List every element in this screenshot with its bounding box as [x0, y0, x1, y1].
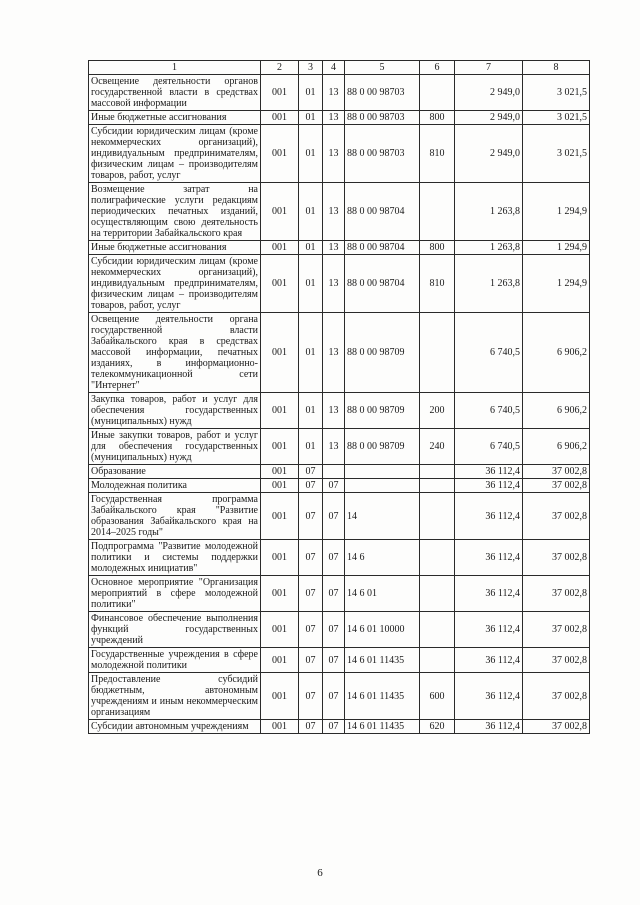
column-header: 7 [455, 61, 523, 75]
amount-year2-cell: 1 294,9 [523, 183, 590, 241]
section-code-cell: 01 [299, 125, 323, 183]
table-row [89, 241, 590, 255]
target-article-cell: 88 0 00 98704 [345, 255, 420, 313]
target-article-cell: 14 6 01 10000 [345, 612, 420, 648]
section-code-cell: 01 [299, 255, 323, 313]
ministry-code-cell: 001 [261, 493, 299, 540]
table-row [89, 648, 590, 673]
item-name-cell: Субсидии юридическим лицам (кроме некоммерческих организаций), индивидуальным предпринимателям, физическим лицам – производителям товаров, работ, услуг [89, 255, 261, 313]
expense-type-cell [420, 75, 455, 111]
amount-year1-cell: 1 263,8 [455, 241, 523, 255]
expense-type-cell: 800 [420, 241, 455, 255]
table-row [89, 429, 590, 465]
ministry-code-cell: 001 [261, 429, 299, 465]
expense-type-cell [420, 612, 455, 648]
item-name-cell: Иные бюджетные ассигнования [89, 111, 261, 125]
amount-year1-cell: 36 112,4 [455, 576, 523, 612]
target-article-cell: 88 0 00 98703 [345, 125, 420, 183]
target-article-cell: 88 0 00 98703 [345, 75, 420, 111]
table-row [89, 111, 590, 125]
item-name-cell: Освещение деятельности органа государственной власти Забайкальского края в средствах массовой информации, печатных изданиях, в информационно-телекоммуникационной сети "Интернет" [89, 313, 261, 393]
table-row [89, 720, 590, 734]
expense-type-cell: 200 [420, 393, 455, 429]
expense-type-cell [420, 648, 455, 673]
column-header: 3 [299, 61, 323, 75]
ministry-code-cell: 001 [261, 241, 299, 255]
amount-year2-cell: 3 021,5 [523, 75, 590, 111]
ministry-code-cell: 001 [261, 75, 299, 111]
column-header: 2 [261, 61, 299, 75]
subsection-code-cell: 13 [323, 313, 345, 393]
section-code-cell: 01 [299, 429, 323, 465]
ministry-code-cell: 001 [261, 576, 299, 612]
table-row [89, 540, 590, 576]
subsection-code-cell: 07 [323, 493, 345, 540]
table-row [89, 673, 590, 720]
column-header: 8 [523, 61, 590, 75]
subsection-code-cell: 13 [323, 75, 345, 111]
target-article-cell: 88 0 00 98703 [345, 111, 420, 125]
ministry-code-cell: 001 [261, 673, 299, 720]
amount-year1-cell: 36 112,4 [455, 648, 523, 673]
subsection-code-cell: 13 [323, 125, 345, 183]
item-name-cell: Субсидии юридическим лицам (кроме некоммерческих организаций), индивидуальным предпринимателям, физическим лицам – производителям товаров, работ, услуг [89, 125, 261, 183]
section-code-cell: 07 [299, 479, 323, 493]
amount-year1-cell: 2 949,0 [455, 111, 523, 125]
amount-year2-cell: 37 002,8 [523, 493, 590, 540]
subsection-code-cell: 07 [323, 612, 345, 648]
amount-year2-cell: 37 002,8 [523, 612, 590, 648]
expense-type-cell [420, 479, 455, 493]
ministry-code-cell: 001 [261, 111, 299, 125]
ministry-code-cell: 001 [261, 313, 299, 393]
amount-year1-cell: 6 740,5 [455, 313, 523, 393]
section-code-cell: 07 [299, 673, 323, 720]
amount-year1-cell: 36 112,4 [455, 673, 523, 720]
item-name-cell: Государственные учреждения в сфере молодежной политики [89, 648, 261, 673]
ministry-code-cell: 001 [261, 720, 299, 734]
amount-year1-cell: 6 740,5 [455, 429, 523, 465]
ministry-code-cell: 001 [261, 612, 299, 648]
amount-year2-cell: 37 002,8 [523, 479, 590, 493]
section-code-cell: 01 [299, 183, 323, 241]
ministry-code-cell: 001 [261, 648, 299, 673]
section-code-cell: 07 [299, 465, 323, 479]
amount-year2-cell: 6 906,2 [523, 429, 590, 465]
target-article-cell: 14 6 01 11435 [345, 648, 420, 673]
expense-type-cell [420, 465, 455, 479]
amount-year1-cell: 1 263,8 [455, 183, 523, 241]
subsection-code-cell: 13 [323, 183, 345, 241]
amount-year1-cell: 2 949,0 [455, 75, 523, 111]
expense-type-cell: 800 [420, 111, 455, 125]
amount-year2-cell: 37 002,8 [523, 540, 590, 576]
target-article-cell [345, 465, 420, 479]
amount-year2-cell: 6 906,2 [523, 313, 590, 393]
column-header: 1 [89, 61, 261, 75]
table-row [89, 612, 590, 648]
column-header: 5 [345, 61, 420, 75]
amount-year1-cell: 36 112,4 [455, 720, 523, 734]
section-code-cell: 01 [299, 313, 323, 393]
ministry-code-cell: 001 [261, 465, 299, 479]
item-name-cell: Иные бюджетные ассигнования [89, 241, 261, 255]
target-article-cell: 88 0 00 98709 [345, 393, 420, 429]
subsection-code-cell: 13 [323, 111, 345, 125]
ministry-code-cell: 001 [261, 540, 299, 576]
ministry-code-cell: 001 [261, 183, 299, 241]
expense-type-cell [420, 576, 455, 612]
amount-year2-cell: 1 294,9 [523, 255, 590, 313]
item-name-cell: Образование [89, 465, 261, 479]
table-body [89, 75, 590, 734]
target-article-cell: 88 0 00 98704 [345, 183, 420, 241]
subsection-code-cell: 07 [323, 576, 345, 612]
item-name-cell: Предоставление субсидий бюджетным, автономным учреждениям и иным некоммерческим организациям [89, 673, 261, 720]
target-article-cell: 14 6 01 11435 [345, 720, 420, 734]
subsection-code-cell: 13 [323, 255, 345, 313]
expense-type-cell [420, 540, 455, 576]
table-row [89, 183, 590, 241]
target-article-cell: 14 6 [345, 540, 420, 576]
amount-year2-cell: 6 906,2 [523, 393, 590, 429]
table-row [89, 75, 590, 111]
amount-year2-cell: 37 002,8 [523, 673, 590, 720]
expense-type-cell: 810 [420, 125, 455, 183]
item-name-cell: Государственная программа Забайкальского края "Развитие образования Забайкальского края на 2014–2025 годы" [89, 493, 261, 540]
amount-year2-cell: 37 002,8 [523, 720, 590, 734]
item-name-cell: Подпрограмма "Развитие молодежной политики и системы поддержки молодежных инициатив" [89, 540, 261, 576]
section-code-cell: 07 [299, 612, 323, 648]
expense-type-cell: 600 [420, 673, 455, 720]
amount-year1-cell: 36 112,4 [455, 479, 523, 493]
table-row [89, 479, 590, 493]
subsection-code-cell: 07 [323, 673, 345, 720]
subsection-code-cell: 13 [323, 429, 345, 465]
amount-year1-cell: 36 112,4 [455, 612, 523, 648]
target-article-cell: 14 [345, 493, 420, 540]
page-number: 6 [317, 867, 323, 879]
budget-table [88, 60, 590, 734]
subsection-code-cell: 13 [323, 241, 345, 255]
table-row [89, 125, 590, 183]
table-row [89, 493, 590, 540]
section-code-cell: 01 [299, 111, 323, 125]
item-name-cell: Молодежная политика [89, 479, 261, 493]
expense-type-cell [420, 313, 455, 393]
column-header: 6 [420, 61, 455, 75]
target-article-cell [345, 479, 420, 493]
item-name-cell: Финансовое обеспечение выполнения функций государственных учреждений [89, 612, 261, 648]
amount-year1-cell: 36 112,4 [455, 540, 523, 576]
subsection-code-cell: 07 [323, 540, 345, 576]
table-row [89, 255, 590, 313]
table-row [89, 313, 590, 393]
expense-type-cell [420, 493, 455, 540]
expense-type-cell: 620 [420, 720, 455, 734]
column-header: 4 [323, 61, 345, 75]
item-name-cell: Возмещение затрат на полиграфические услуги редакциям периодических печатных изданий, осуществляющим свою деятельность на территории Забайкальского края [89, 183, 261, 241]
ministry-code-cell: 001 [261, 393, 299, 429]
table-header-row [89, 61, 590, 75]
subsection-code-cell: 13 [323, 393, 345, 429]
target-article-cell: 88 0 00 98704 [345, 241, 420, 255]
expense-type-cell [420, 183, 455, 241]
subsection-code-cell: 07 [323, 479, 345, 493]
section-code-cell: 01 [299, 241, 323, 255]
amount-year1-cell: 6 740,5 [455, 393, 523, 429]
item-name-cell: Закупка товаров, работ и услуг для обеспечения государственных (муниципальных) нужд [89, 393, 261, 429]
section-code-cell: 01 [299, 75, 323, 111]
amount-year2-cell: 3 021,5 [523, 111, 590, 125]
item-name-cell: Субсидии автономным учреждениям [89, 720, 261, 734]
amount-year2-cell: 3 021,5 [523, 125, 590, 183]
table-row [89, 465, 590, 479]
target-article-cell: 14 6 01 [345, 576, 420, 612]
amount-year2-cell: 37 002,8 [523, 576, 590, 612]
ministry-code-cell: 001 [261, 479, 299, 493]
subsection-code-cell: 07 [323, 720, 345, 734]
section-code-cell: 07 [299, 720, 323, 734]
amount-year1-cell: 36 112,4 [455, 493, 523, 540]
amount-year1-cell: 2 949,0 [455, 125, 523, 183]
expense-type-cell: 810 [420, 255, 455, 313]
table-row [89, 393, 590, 429]
amount-year1-cell: 1 263,8 [455, 255, 523, 313]
section-code-cell: 07 [299, 540, 323, 576]
amount-year2-cell: 1 294,9 [523, 241, 590, 255]
expense-type-cell: 240 [420, 429, 455, 465]
amount-year1-cell: 36 112,4 [455, 465, 523, 479]
ministry-code-cell: 001 [261, 125, 299, 183]
subsection-code-cell [323, 465, 345, 479]
item-name-cell: Иные закупки товаров, работ и услуг для обеспечения государственных (муниципальных) нужд [89, 429, 261, 465]
amount-year2-cell: 37 002,8 [523, 648, 590, 673]
section-code-cell: 01 [299, 393, 323, 429]
item-name-cell: Основное мероприятие "Организация мероприятий в сфере молодежной политики" [89, 576, 261, 612]
section-code-cell: 07 [299, 648, 323, 673]
subsection-code-cell: 07 [323, 648, 345, 673]
target-article-cell: 88 0 00 98709 [345, 313, 420, 393]
section-code-cell: 07 [299, 576, 323, 612]
target-article-cell: 14 6 01 11435 [345, 673, 420, 720]
section-code-cell: 07 [299, 493, 323, 540]
table-row [89, 576, 590, 612]
item-name-cell: Освещение деятельности органов государственной власти в средствах массовой информации [89, 75, 261, 111]
target-article-cell: 88 0 00 98709 [345, 429, 420, 465]
amount-year2-cell: 37 002,8 [523, 465, 590, 479]
ministry-code-cell: 001 [261, 255, 299, 313]
